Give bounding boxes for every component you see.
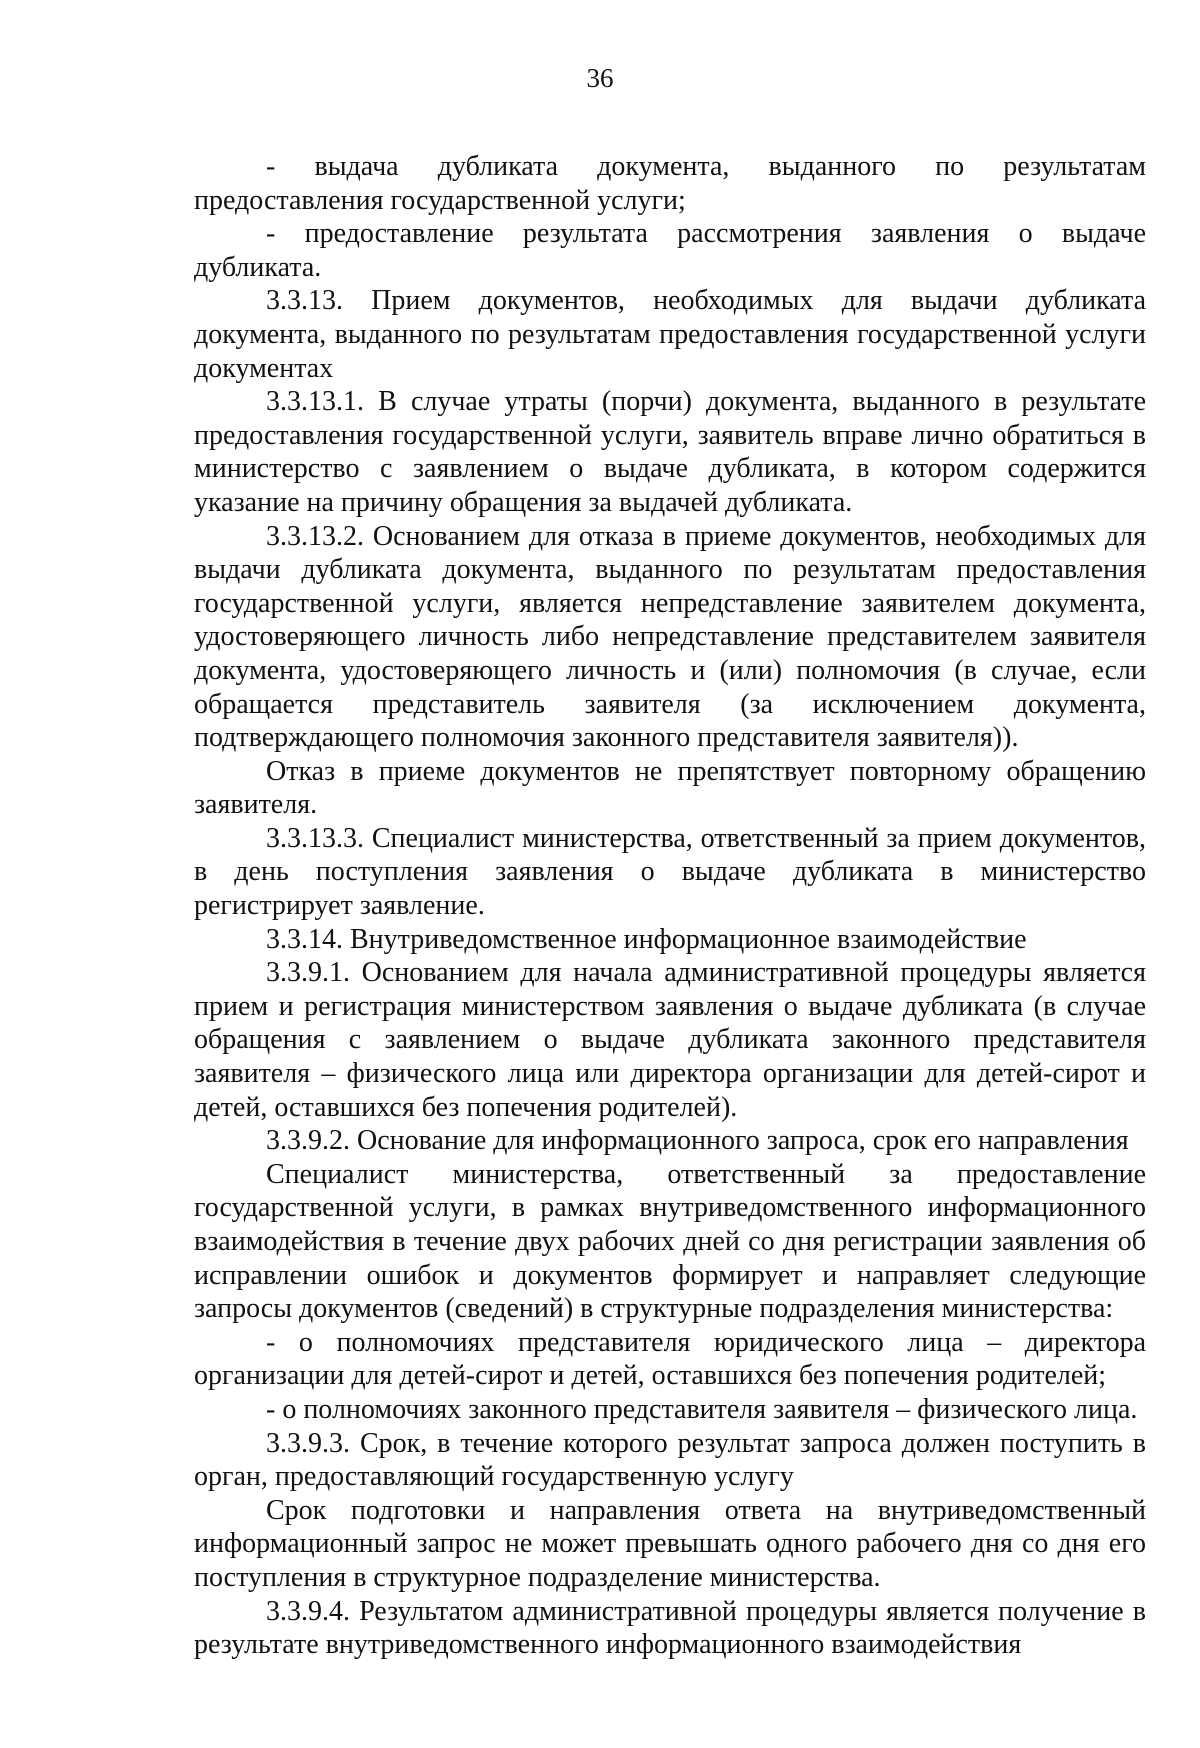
section-3-3-14-heading: 3.3.14. Внутриведомственное информационное взаимодействие — [266, 923, 1027, 955]
clause-3-3-9-3: 3.3.9.3. Срок, в течение которого результат запроса должен поступить в орган, предоставляющий государственную услугу — [194, 1427, 1146, 1493]
paragraph-refusal-note: Отказ в приеме документов не препятствует повторному обращению заявителя. — [194, 755, 1146, 821]
clause-3-3-13-1: 3.3.13.1. В случае утраты (порчи) документа, выданного в результате предоставления государственной услуги, заявитель вправе лично обратиться в министерство с заявлением о выдаче дубликата, в котором содержится указание на причину обращения за выдачей дубликата. — [194, 386, 1146, 518]
page-number: 36 — [586, 63, 614, 93]
paragraph-response-deadline: Срок подготовки и направления ответа на внутриведомственный информационный запрос не может превышать одного рабочего дня со дня его поступления в структурное подразделение министерства. — [194, 1494, 1146, 1593]
paragraph-duplicate-issue-item: - выдача дубликата документа, выданного по результатам предоставления государственной услуги; — [194, 151, 1146, 216]
clause-3-3-13-2: 3.3.13.2. Основанием для отказа в приеме документов, необходимых для выдачи дубликата документа, выданного по результатам предоставления государственной услуги, является непредставление заявителем документа, удостоверяющего личность либо непредставление представителем заявителя документа, удостоверяющего личность и (или) полномочия (в случае, если обращается представитель заявителя (за исключением документа, подтверждающего полномочия законного представителя заявителя)). — [194, 520, 1146, 754]
document-body — [194, 150, 1146, 1662]
clause-3-3-9-2: 3.3.9.2. Основание для информационного запроса, срок его направления — [266, 1125, 1129, 1157]
list-item-legal-guardian: - о полномочиях законного представителя заявителя – физического лица. — [266, 1393, 1138, 1425]
clause-3-3-13-3: 3.3.13.3. Специалист министерства, ответственный за прием документов, в день поступления заявления о выдаче дубликата в министерство регистрирует заявление. — [194, 822, 1146, 922]
paragraph-duplicate-result-item: - предоставление результата рассмотрения заявления о выдаче дубликата. — [194, 218, 1146, 283]
paragraph-specialist-requests: Специалист министерства, ответственный за предоставление государственной услуги, в рамках внутриведомственного информационного взаимодействия в течение двух рабочих дней со дня регистрации заявления об исправлении ошибок и документов формирует и направляет следующие запросы документов (сведений) в структурные подразделения министерства: — [194, 1158, 1146, 1325]
clause-3-3-9-1: 3.3.9.1. Основанием для начала административной процедуры является прием и регистрация министерством заявления о выдаче дубликата (в случае обращения с заявлением о выдаче дубликата законного представителя заявителя – физического лица или директора организации для детей-сирот и детей, оставшихся без попечения родителей). — [194, 957, 1146, 1123]
clause-3-3-9-4: 3.3.9.4. Результатом административной процедуры является получение в результате внутриведомственного информационного взаимодействия — [194, 1595, 1146, 1661]
section-3-3-13-heading: 3.3.13. Прием документов, необходимых для выдачи дубликата документа, выданного по результатам предоставления государственной услуги документах — [194, 285, 1146, 384]
list-item-legal-representative: - о полномочиях представителя юридического лица – директора организации для детей-сирот и детей, оставшихся без попечения родителей; — [194, 1326, 1146, 1392]
